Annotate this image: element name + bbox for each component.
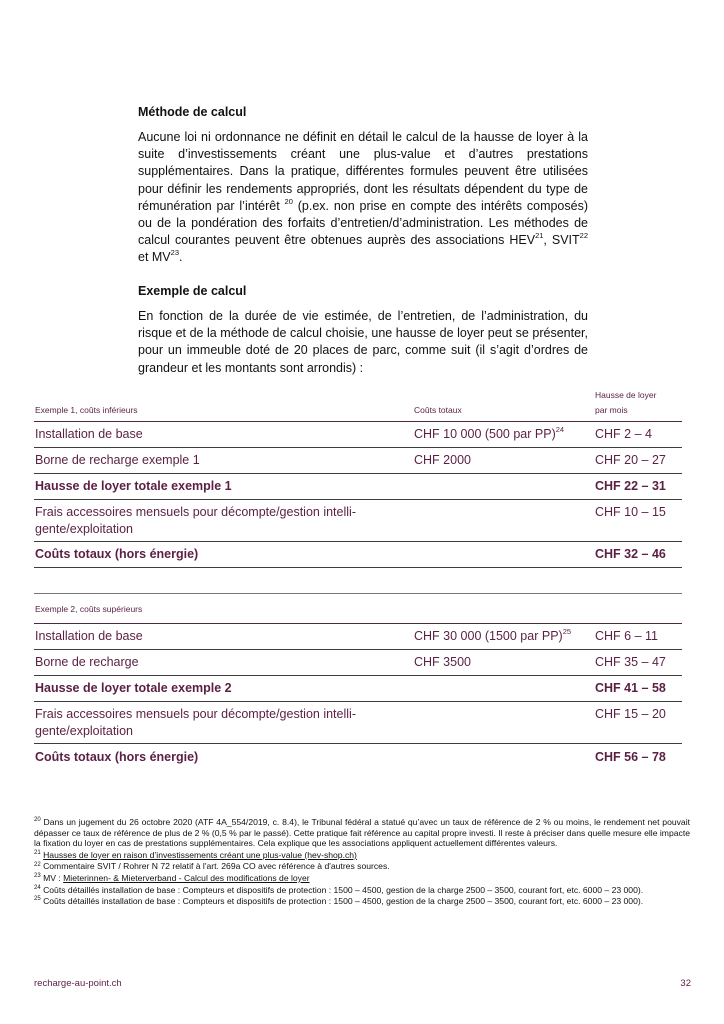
row-label-line2: gente/exploitation xyxy=(35,522,133,536)
section-methode-de-calcul xyxy=(138,104,588,267)
heading-exemple-de-calcul: Exemple de calcul xyxy=(138,284,247,298)
paragraph-text: (p.ex. non prise en compte des intérêts composés) ou de la pondération des forfaits d’entretien/d’administration. Les méthodes de calcul courantes peuvent être obtenues auprès des associations HEV xyxy=(138,198,589,248)
table-header-example-2 xyxy=(34,594,682,624)
row-rent: CHF 2 – 4 xyxy=(595,427,652,441)
row-rent: CHF 32 – 46 xyxy=(595,547,666,561)
row-rent: CHF 6 – 11 xyxy=(595,629,658,643)
row-label-line1: Frais accessoires mensuels pour décompte/gestion intelli- xyxy=(35,505,356,519)
row-label: Coûts totaux (hors énergie) xyxy=(35,547,199,561)
col-header-rent-line2: par mois xyxy=(595,405,628,415)
row-rent: CHF 20 – 27 xyxy=(595,453,666,467)
row-cost: CHF 2000 xyxy=(414,453,471,467)
paragraph-text: , SVIT xyxy=(543,233,580,248)
table-row-grand-total xyxy=(34,744,682,770)
row-label: Borne de recharge exemple 1 xyxy=(35,453,200,467)
paragraph-exemple: En fonction de la durée de vie estimée, de l’entretien, de l’administration, du risque et de la méthode de calcul choisie, une hausse de loyer peut se présenter, pour un immeuble doté de 20 places de parc, comme suit (il s’agit d’ordres de grandeur et les montants sont arrondis) : xyxy=(138,309,588,375)
row-cost-value: CHF 10 000 (500 par PP) xyxy=(414,427,556,441)
heading-methode-de-calcul: Méthode de calcul xyxy=(138,105,247,119)
row-label: Coûts totaux (hors énergie) xyxy=(35,749,199,764)
paragraph-text: . xyxy=(179,250,183,265)
col-header-rent-line1: Hausse de loyer xyxy=(595,390,657,400)
cost-table xyxy=(34,388,682,770)
row-label xyxy=(34,706,414,740)
row-cost xyxy=(414,628,595,645)
table-row xyxy=(34,448,682,474)
row-rent: CHF 10 – 15 xyxy=(595,505,666,519)
footnote-ref-22[interactable]: 22 xyxy=(579,231,588,241)
row-label xyxy=(34,504,414,538)
row-cost: CHF 3500 xyxy=(414,655,471,669)
row-cost xyxy=(414,426,595,443)
col-header-costs: Coûts totaux xyxy=(414,405,462,415)
footer-site[interactable]: recharge-au-point.ch xyxy=(34,978,122,989)
footnote-ref-20[interactable]: 20 xyxy=(284,196,293,206)
paragraph-text: Aucune loi ni ordonnance ne définit en détail le calcul de la hausse de loyer à la suite d’investissements créant une plus-value et d’autres prestations supplémentaires. Dans la pratique, différentes formules peuvent être utilisées pour définir les rendements appropriés, dont les résultats dépendent du type de rémunération par l’intérêt xyxy=(138,130,588,213)
table-row xyxy=(34,650,682,676)
paragraph-text: et MV xyxy=(138,250,171,265)
footnote-22 xyxy=(34,861,690,872)
footnote-number: 22 xyxy=(34,861,41,868)
paragraph-methode xyxy=(138,129,588,267)
table-row xyxy=(34,702,682,744)
col-header-rent xyxy=(595,385,682,415)
row-rent: CHF 41 – 58 xyxy=(595,681,666,695)
row-label-line2: gente/exploitation xyxy=(35,724,133,738)
footnote-number: 25 xyxy=(34,896,41,903)
footnote-ref-23[interactable]: 23 xyxy=(170,248,179,258)
example-2-title: Exemple 2, coûts supérieurs xyxy=(35,603,143,614)
table-row xyxy=(34,500,682,542)
table-row-grand-total xyxy=(34,542,682,568)
footnote-text: Dans un jugement du 26 octobre 2020 (ATF 4A_554/2019, c. 8.4), le Tribunal fédéral a statué qu’avec un taux de référence de 2 % ou moins, le rendement net pouvait dépasser ce taux de référence de plus de 2 % (0,5 % par le passé). Cette pratique fait référence au capital propre investi. Il reste à préciser dans quelle mesure elle impacte la fixation du loyer en cas de prestations supplémentaires. Cela explique que les associations appliquent actuellement différentes valeurs. xyxy=(34,817,690,849)
footnote-21 xyxy=(34,850,690,861)
footnote-text: Coûts détaillés installation de base : Compteurs et dispositifs de protection : 1500 – 4500, gestion de la charge 2500 – 3500, courant fort, etc. 6000 – 23 000). xyxy=(40,884,644,895)
row-label: Borne de recharge xyxy=(35,655,139,669)
row-label: Installation de base xyxy=(35,427,143,441)
page-number: 32 xyxy=(680,978,691,989)
footnote-25 xyxy=(34,896,690,907)
footnote-ref-25[interactable]: 25 xyxy=(562,626,572,636)
example-1-title: Exemple 1, coûts inférieurs xyxy=(35,405,138,415)
footnote-20 xyxy=(34,817,690,849)
table-spacer-row xyxy=(34,568,682,594)
footnote-number: 24 xyxy=(34,884,41,891)
footnote-text: MV : xyxy=(40,872,64,883)
row-label: Installation de base xyxy=(35,629,143,643)
row-rent: CHF 22 – 31 xyxy=(595,479,666,493)
footnote-ref-21[interactable]: 21 xyxy=(535,231,544,241)
table-row xyxy=(34,624,682,650)
footnote-number: 21 xyxy=(34,849,41,856)
footnote-23 xyxy=(34,873,690,884)
footnote-24 xyxy=(34,885,690,896)
row-label: Hausse de loyer totale exemple 2 xyxy=(35,681,232,695)
row-rent: CHF 15 – 20 xyxy=(595,707,666,721)
footnote-link-mv[interactable]: Mieterinnen- & Mieterverband - Calcul des modifications de loyer xyxy=(63,872,310,883)
row-rent: CHF 56 – 78 xyxy=(595,749,666,764)
footnote-number: 23 xyxy=(34,873,41,880)
row-rent: CHF 35 – 47 xyxy=(595,655,666,669)
table-row-total xyxy=(34,676,682,702)
section-exemple-de-calcul xyxy=(138,283,588,377)
row-label: Hausse de loyer totale exemple 1 xyxy=(35,479,232,493)
footnote-text: Commentaire SVIT / Rohrer N 72 relatif à l'art. 269a CO avec référence à d'autres sources. xyxy=(40,861,390,872)
table-row-total xyxy=(34,474,682,500)
row-label-line1: Frais accessoires mensuels pour décompte/gestion intelli- xyxy=(35,707,356,721)
footnote-number: 20 xyxy=(34,817,41,824)
footnote-ref-24[interactable]: 24 xyxy=(555,424,565,434)
footnote-text: Coûts détaillés installation de base : Compteurs et dispositifs de protection : 1500 – 4500, gestion de la charge 2500 – 3500, courant fort, etc. 6000 – 23 000). xyxy=(40,896,644,907)
row-cost-value: CHF 30 000 (1500 par PP) xyxy=(414,629,563,643)
footnotes xyxy=(34,817,690,908)
table-row xyxy=(34,422,682,448)
table-header-example-1 xyxy=(34,388,682,422)
footnote-link-hev[interactable]: Hausses de loyer en raison d’investissements créant une plus-value (hev-shop.ch) xyxy=(43,849,357,860)
